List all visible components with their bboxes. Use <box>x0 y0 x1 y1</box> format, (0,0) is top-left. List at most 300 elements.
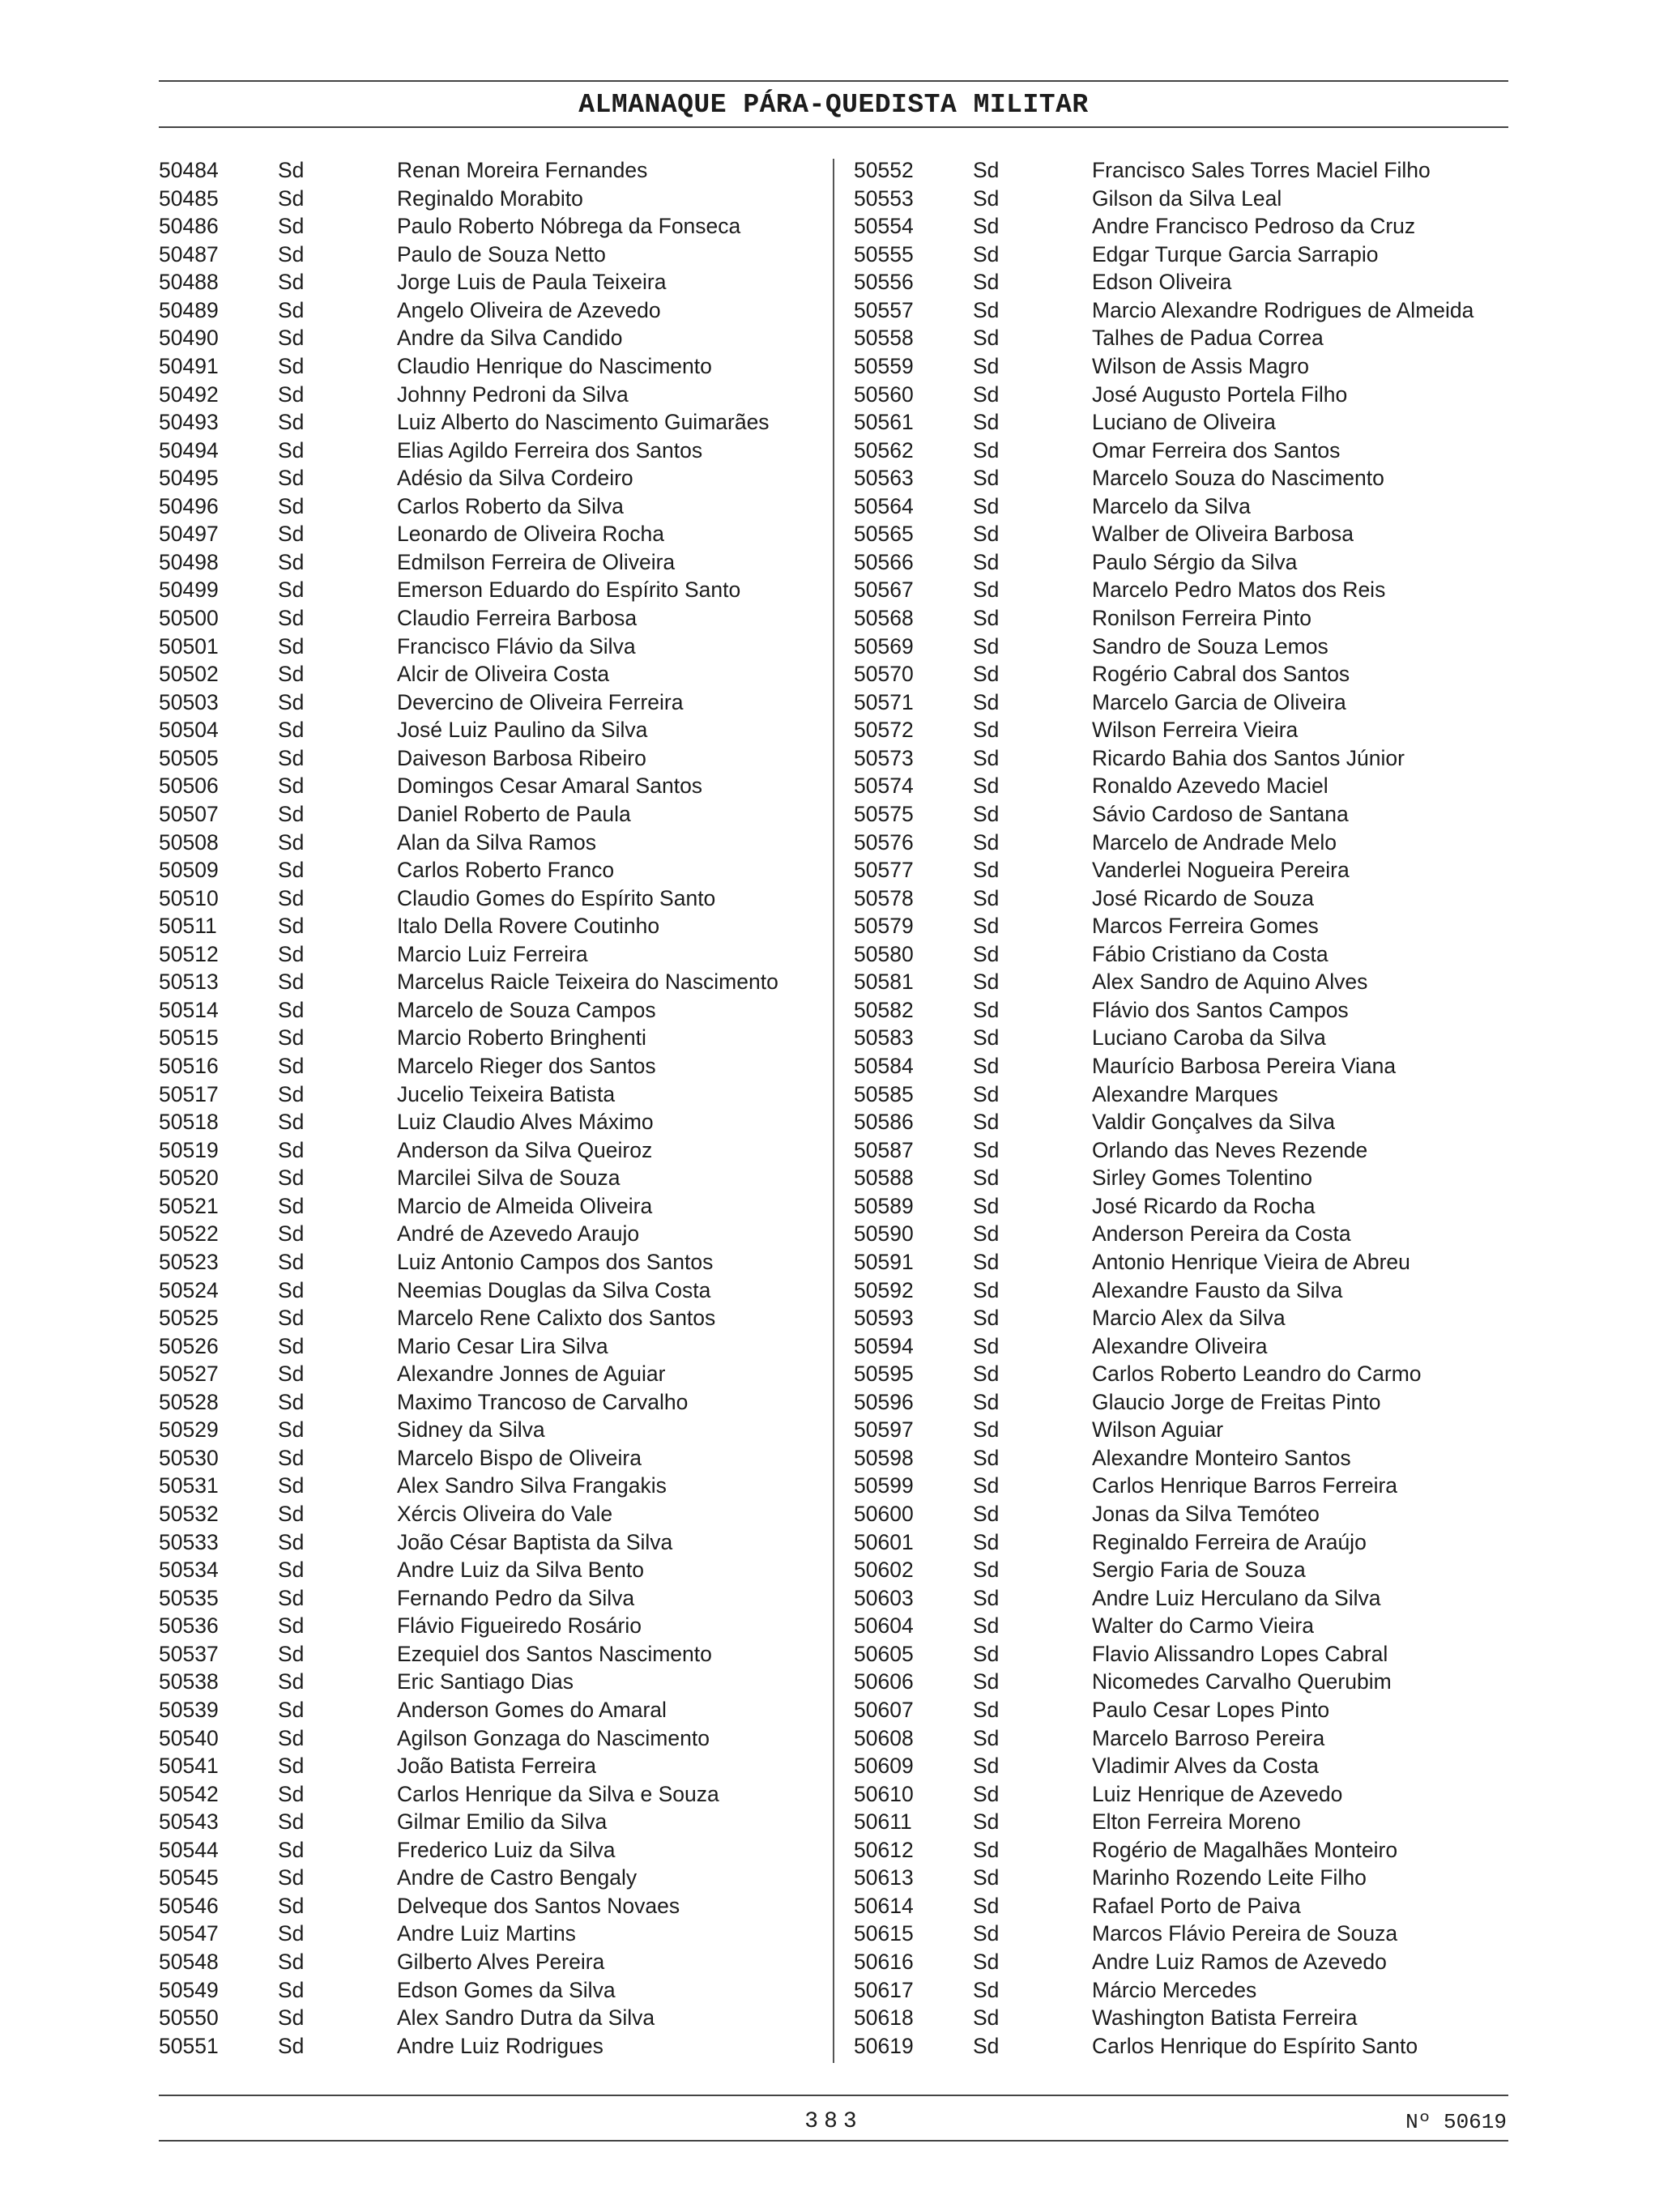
entry-number: 50602 <box>854 1558 914 1583</box>
entry-number: 50493 <box>159 410 219 435</box>
entry-name: Alexandre Fausto da Silva <box>1092 1277 1343 1302</box>
entry-name: Anderson Gomes do Amaral <box>397 1697 667 1722</box>
entry-number: 50485 <box>159 185 219 211</box>
entry-rank: Sd <box>278 914 305 939</box>
entry-number: 50591 <box>854 1249 914 1274</box>
entry-name: Valdir Gonçalves da Silva <box>1092 1110 1335 1135</box>
entry-name: José Ricardo de Souza <box>1092 885 1314 910</box>
list-item <box>159 912 823 940</box>
list-item <box>854 1808 1518 1836</box>
entry-name: Alan da Silva Ramos <box>397 829 596 855</box>
entry-rank: Sd <box>278 1166 305 1191</box>
list-item <box>159 1556 823 1584</box>
entry-rank: Sd <box>278 997 305 1022</box>
entry-name: Marcelo Rene Calixto dos Santos <box>397 1306 716 1331</box>
list-item <box>159 1388 823 1417</box>
entry-number: 50565 <box>854 522 914 547</box>
entry-number: 50605 <box>854 1641 914 1666</box>
entry-name: Andre da Silva Candido <box>397 326 623 351</box>
list-item <box>854 1248 1518 1276</box>
entry-name: Luciano Caroba da Silva <box>1092 1025 1326 1051</box>
entry-number: 50504 <box>159 718 219 743</box>
entry-rank: Sd <box>973 578 1000 603</box>
entry-name: Washington Batista Ferreira <box>1092 2005 1358 2031</box>
list-item <box>159 156 823 185</box>
list-item <box>159 1668 823 1696</box>
entry-name: Marcilei Silva de Souza <box>397 1166 621 1191</box>
entry-name: Domingos Cesar Amaral Santos <box>397 774 703 799</box>
entry-rank: Sd <box>973 1865 1000 1890</box>
entry-name: Johnny Pedroni da Silva <box>397 381 629 407</box>
entry-name: Marcelus Raicle Teixeira do Nascimento <box>397 970 778 995</box>
entry-rank: Sd <box>973 801 1000 826</box>
entry-number: 50601 <box>854 1529 914 1554</box>
entry-number: 50555 <box>854 241 914 266</box>
entry-number: 50529 <box>159 1417 219 1443</box>
entry-rank: Sd <box>973 633 1000 658</box>
entry-rank: Sd <box>973 1137 1000 1162</box>
entry-number: 50522 <box>159 1221 219 1247</box>
list-item <box>159 1584 823 1613</box>
entry-number: 50588 <box>854 1166 914 1191</box>
entry-rank: Sd <box>278 1137 305 1162</box>
list-item <box>854 212 1518 241</box>
entry-number: 50523 <box>159 1249 219 1274</box>
list-item <box>854 520 1518 548</box>
list-item <box>159 1416 823 1444</box>
list-item <box>159 1612 823 1640</box>
header-bottom-rule <box>159 126 1508 128</box>
entry-rank: Sd <box>278 858 305 883</box>
entry-number: 50603 <box>854 1585 914 1610</box>
entry-number: 50556 <box>854 270 914 295</box>
list-item <box>854 1332 1518 1361</box>
entry-rank: Sd <box>278 774 305 799</box>
entry-name: Alexandre Monteiro Santos <box>1092 1445 1351 1470</box>
entry-name: Wilson de Assis Magro <box>1092 353 1310 378</box>
list-item <box>159 1836 823 1865</box>
entry-number: 50592 <box>854 1277 914 1302</box>
entry-number: 50484 <box>159 158 219 182</box>
entry-name: Ronaldo Azevedo Maciel <box>1092 774 1328 799</box>
entry-number: 50606 <box>854 1669 914 1694</box>
entry-name: Andre Luiz Ramos de Azevedo <box>1092 1950 1387 1974</box>
entry-number: 50567 <box>854 578 914 603</box>
entry-name: Flávio dos Santos Campos <box>1092 997 1349 1022</box>
entry-number: 50500 <box>159 606 219 630</box>
list-item <box>159 633 823 661</box>
entry-number: 50535 <box>159 1585 219 1610</box>
list-item <box>854 408 1518 437</box>
entry-name: Rogério Cabral dos Santos <box>1092 662 1350 687</box>
list-item <box>159 1304 823 1332</box>
entry-rank: Sd <box>278 1025 305 1051</box>
entry-number: 50594 <box>854 1333 914 1358</box>
entry-rank: Sd <box>278 1950 305 1974</box>
entry-number: 50531 <box>159 1473 219 1498</box>
entry-number: 50513 <box>159 970 219 995</box>
list-item <box>854 856 1518 884</box>
entry-number: 50554 <box>854 214 914 239</box>
entry-rank: Sd <box>278 578 305 603</box>
entry-number: 50573 <box>854 745 914 770</box>
list-item <box>159 1724 823 1753</box>
entry-number: 50538 <box>159 1669 219 1694</box>
column-divider <box>833 159 834 2063</box>
entry-rank: Sd <box>278 1585 305 1610</box>
entry-rank: Sd <box>973 1166 1000 1191</box>
list-item <box>159 940 823 969</box>
entry-name: Alexandre Marques <box>1092 1081 1278 1106</box>
entry-name: Anderson da Silva Queiroz <box>397 1137 653 1162</box>
entry-rank: Sd <box>278 1865 305 1890</box>
entry-rank: Sd <box>973 353 1000 378</box>
list-item <box>854 156 1518 185</box>
entry-rank: Sd <box>973 914 1000 939</box>
list-item <box>159 1500 823 1528</box>
entry-name: Carlos Henrique da Silva e Souza <box>397 1781 719 1806</box>
entry-rank: Sd <box>973 1725 1000 1750</box>
list-item <box>854 1976 1518 2005</box>
entry-rank: Sd <box>278 1249 305 1274</box>
entry-rank: Sd <box>278 1333 305 1358</box>
entry-rank: Sd <box>973 1697 1000 1722</box>
entry-rank: Sd <box>278 185 305 211</box>
list-item <box>159 1248 823 1276</box>
entry-number: 50609 <box>854 1754 914 1779</box>
entry-name: Sidney da Silva <box>397 1417 545 1443</box>
entry-rank: Sd <box>278 1473 305 1498</box>
list-item <box>159 1276 823 1305</box>
list-item <box>159 996 823 1025</box>
entry-rank: Sd <box>278 941 305 966</box>
entry-number: 50617 <box>854 1977 914 2002</box>
list-item <box>854 1024 1518 1052</box>
entry-name: Fernando Pedro da Silva <box>397 1585 635 1610</box>
entry-number: 50568 <box>854 606 914 630</box>
entry-number: 50610 <box>854 1781 914 1806</box>
entry-number: 50516 <box>159 1054 219 1078</box>
footer-bottom-rule <box>159 2140 1508 2142</box>
list-item <box>854 1192 1518 1221</box>
list-item <box>159 576 823 604</box>
entry-rank: Sd <box>973 241 1000 266</box>
list-item <box>159 548 823 577</box>
entry-number: 50491 <box>159 353 219 378</box>
entry-number: 50608 <box>854 1725 914 1750</box>
roster-column-left <box>159 156 823 2060</box>
list-item <box>159 352 823 381</box>
entry-rank: Sd <box>973 493 1000 518</box>
list-item <box>159 212 823 241</box>
entry-number: 50553 <box>854 185 914 211</box>
entry-name: Reginaldo Morabito <box>397 185 583 211</box>
entry-name: Gilmar Emilio da Silva <box>397 1809 608 1835</box>
list-item <box>854 1276 1518 1305</box>
list-item <box>854 1640 1518 1669</box>
entry-rank: Sd <box>973 1025 1000 1051</box>
entry-rank: Sd <box>973 2033 1000 2058</box>
entry-rank: Sd <box>973 829 1000 855</box>
list-item <box>159 1696 823 1724</box>
entry-number: 50503 <box>159 689 219 714</box>
list-item <box>159 884 823 913</box>
entry-number: 50497 <box>159 522 219 547</box>
entry-rank: Sd <box>278 1725 305 1750</box>
entry-rank: Sd <box>973 1977 1000 2002</box>
entry-name: José Luiz Paulino da Silva <box>397 718 648 743</box>
entry-name: Elton Ferreira Moreno <box>1092 1809 1301 1835</box>
entry-rank: Sd <box>278 1641 305 1666</box>
list-item <box>854 1108 1518 1136</box>
entry-rank: Sd <box>278 270 305 295</box>
entry-rank: Sd <box>278 1054 305 1078</box>
entry-number: 50597 <box>854 1417 914 1443</box>
entry-rank: Sd <box>973 745 1000 770</box>
list-item <box>159 437 823 465</box>
entry-name: Carlos Roberto Leandro do Carmo <box>1092 1362 1422 1387</box>
entry-rank: Sd <box>278 1277 305 1302</box>
list-item <box>854 1416 1518 1444</box>
entry-name: Marcio de Almeida Oliveira <box>397 1193 653 1218</box>
list-item <box>854 1864 1518 1892</box>
entry-name: Alexandre Jonnes de Aguiar <box>397 1362 666 1387</box>
entry-number: 50512 <box>159 941 219 966</box>
list-item <box>159 1752 823 1780</box>
list-item <box>159 2032 823 2061</box>
entry-rank: Sd <box>973 1193 1000 1218</box>
list-item <box>854 1920 1518 1948</box>
entry-name: Carlos Henrique do Espírito Santo <box>1092 2033 1418 2058</box>
list-item <box>159 520 823 548</box>
entry-name: Angelo Oliveira de Azevedo <box>397 297 661 322</box>
entry-number: 50508 <box>159 829 219 855</box>
entry-number: 50596 <box>854 1389 914 1414</box>
entry-number: 50541 <box>159 1754 219 1779</box>
entry-name: Sergio Faria de Souza <box>1092 1558 1306 1583</box>
entry-rank: Sd <box>973 1613 1000 1639</box>
entry-name: Wilson Ferreira Vieira <box>1092 718 1299 743</box>
entry-rank: Sd <box>973 689 1000 714</box>
entry-name: Alcir de Oliveira Costa <box>397 662 610 687</box>
entry-number: 50506 <box>159 774 219 799</box>
entry-name: Italo Della Rovere Coutinho <box>397 914 660 939</box>
list-item <box>854 1668 1518 1696</box>
page-title: ALMANAQUE PÁRA-QUEDISTA MILITAR <box>578 90 1089 120</box>
entry-name: Edson Gomes da Silva <box>397 1977 616 2002</box>
entry-number: 50494 <box>159 437 219 462</box>
entry-name: Marcelo Souza do Nascimento <box>1092 466 1384 491</box>
entry-number: 50583 <box>854 1025 914 1051</box>
entry-name: Elias Agildo Ferreira dos Santos <box>397 437 703 462</box>
entry-rank: Sd <box>973 1110 1000 1135</box>
entry-number: 50510 <box>159 885 219 910</box>
list-item <box>159 856 823 884</box>
entry-number: 50502 <box>159 662 219 687</box>
entry-rank: Sd <box>278 1110 305 1135</box>
entry-rank: Sd <box>973 1950 1000 1974</box>
entry-rank: Sd <box>278 1362 305 1387</box>
entry-rank: Sd <box>278 970 305 995</box>
list-item <box>159 1164 823 1192</box>
entry-rank: Sd <box>973 1529 1000 1554</box>
entry-rank: Sd <box>973 1781 1000 1806</box>
entry-rank: Sd <box>973 549 1000 574</box>
list-item <box>159 968 823 996</box>
list-item <box>854 940 1518 969</box>
entry-rank: Sd <box>278 1417 305 1443</box>
list-item <box>159 241 823 269</box>
entry-number: 50571 <box>854 689 914 714</box>
list-item <box>159 604 823 633</box>
entry-name: Edson Oliveira <box>1092 270 1232 295</box>
entry-number: 50490 <box>159 326 219 351</box>
entry-number: 50515 <box>159 1025 219 1051</box>
list-item <box>854 633 1518 661</box>
entry-name: Leonardo de Oliveira Rocha <box>397 522 664 547</box>
list-item <box>854 604 1518 633</box>
entry-name: Marcio Luiz Ferreira <box>397 941 588 966</box>
list-item <box>854 1220 1518 1248</box>
entry-number: 50576 <box>854 829 914 855</box>
entry-name: Luiz Alberto do Nascimento Guimarães <box>397 410 770 435</box>
entry-rank: Sd <box>973 606 1000 630</box>
entry-number: 50544 <box>159 1837 219 1862</box>
list-item <box>854 884 1518 913</box>
entry-name: Marinho Rozendo Leite Filho <box>1092 1865 1367 1890</box>
entry-rank: Sd <box>278 466 305 491</box>
list-item <box>854 1780 1518 1809</box>
list-item <box>854 296 1518 325</box>
entry-name: Glaucio Jorge de Freitas Pinto <box>1092 1389 1381 1414</box>
entry-number: 50549 <box>159 1977 219 2002</box>
list-item <box>854 800 1518 829</box>
list-item <box>854 324 1518 352</box>
entry-name: Sirley Gomes Tolentino <box>1092 1166 1313 1191</box>
entry-name: Wilson Aguiar <box>1092 1417 1224 1443</box>
list-item <box>159 1472 823 1500</box>
entry-name: Carlos Roberto Franco <box>397 858 615 883</box>
list-item <box>159 660 823 688</box>
list-item <box>159 1052 823 1080</box>
list-item <box>854 1388 1518 1417</box>
entry-rank: Sd <box>278 297 305 322</box>
entry-number: 50537 <box>159 1641 219 1666</box>
entry-rank: Sd <box>278 1837 305 1862</box>
entry-number: 50561 <box>854 410 914 435</box>
entry-number: 50492 <box>159 381 219 407</box>
entry-name: João Batista Ferreira <box>397 1754 596 1779</box>
list-item <box>854 241 1518 269</box>
entry-number: 50595 <box>854 1362 914 1387</box>
entry-number: 50581 <box>854 970 914 995</box>
entry-rank: Sd <box>278 158 305 182</box>
list-item <box>159 1864 823 1892</box>
list-item <box>854 1724 1518 1753</box>
entry-name: Marcelo de Souza Campos <box>397 997 656 1022</box>
entry-name: Sávio Cardoso de Santana <box>1092 801 1349 826</box>
entry-name: Maximo Trancoso de Carvalho <box>397 1389 689 1414</box>
entry-rank: Sd <box>973 1502 1000 1526</box>
list-item <box>159 744 823 773</box>
entry-name: Adésio da Silva Cordeiro <box>397 466 633 491</box>
entry-name: Emerson Eduardo do Espírito Santo <box>397 578 741 603</box>
entry-rank: Sd <box>973 1809 1000 1835</box>
entry-rank: Sd <box>278 1893 305 1918</box>
entry-rank: Sd <box>973 1249 1000 1274</box>
list-item <box>159 1528 823 1557</box>
entry-rank: Sd <box>278 437 305 462</box>
list-item <box>854 1360 1518 1388</box>
entry-number: 50527 <box>159 1362 219 1387</box>
entry-number: 50580 <box>854 941 914 966</box>
entry-name: Marcelo Garcia de Oliveira <box>1092 689 1346 714</box>
entry-number: 50495 <box>159 466 219 491</box>
entry-name: Luiz Henrique de Azevedo <box>1092 1781 1343 1806</box>
list-item <box>159 1640 823 1669</box>
entry-number: 50599 <box>854 1473 914 1498</box>
entry-name: Anderson Pereira da Costa <box>1092 1221 1351 1247</box>
entry-name: Flavio Alissandro Lopes Cabral <box>1092 1641 1388 1666</box>
entry-name: Rafael Porto de Paiva <box>1092 1893 1301 1918</box>
entry-number: 50563 <box>854 466 914 491</box>
entry-rank: Sd <box>278 381 305 407</box>
list-item <box>159 1920 823 1948</box>
entry-name: José Ricardo da Rocha <box>1092 1193 1316 1218</box>
entry-rank: Sd <box>973 1081 1000 1106</box>
entry-number: 50562 <box>854 437 914 462</box>
entry-number: 50570 <box>854 662 914 687</box>
entry-number: 50577 <box>854 858 914 883</box>
entry-name: Andre de Castro Bengaly <box>397 1865 638 1890</box>
entry-rank: Sd <box>973 1221 1000 1247</box>
entry-rank: Sd <box>973 466 1000 491</box>
entry-number: 50499 <box>159 578 219 603</box>
list-item <box>854 1556 1518 1584</box>
entry-number: 50498 <box>159 549 219 574</box>
entry-rank: Sd <box>278 326 305 351</box>
entry-rank: Sd <box>973 997 1000 1022</box>
entry-rank: Sd <box>973 1837 1000 1862</box>
entry-rank: Sd <box>973 941 1000 966</box>
entry-number: 50560 <box>854 381 914 407</box>
list-item <box>854 464 1518 492</box>
footer-top-rule <box>159 2095 1508 2096</box>
list-item <box>854 1472 1518 1500</box>
entry-name: Marcelo Rieger dos Santos <box>397 1054 656 1078</box>
entry-number: 50607 <box>854 1697 914 1722</box>
entry-rank: Sd <box>278 1193 305 1218</box>
list-item <box>854 1612 1518 1640</box>
list-item <box>854 1948 1518 1976</box>
entry-number: 50564 <box>854 493 914 518</box>
entry-number: 50501 <box>159 633 219 658</box>
list-item <box>854 996 1518 1025</box>
entry-number: 50548 <box>159 1950 219 1974</box>
last-entry-number: Nº 50619 <box>1405 2110 1507 2134</box>
list-item <box>159 296 823 325</box>
entry-name: Orlando das Neves Rezende <box>1092 1137 1368 1162</box>
list-item <box>159 1136 823 1165</box>
entry-number: 50528 <box>159 1389 219 1414</box>
entry-number: 50505 <box>159 745 219 770</box>
entry-rank: Sd <box>973 1306 1000 1331</box>
entry-name: Rogério de Magalhães Monteiro <box>1092 1837 1398 1862</box>
entry-rank: Sd <box>278 829 305 855</box>
list-item <box>854 548 1518 577</box>
entry-name: Antonio Henrique Vieira de Abreu <box>1092 1249 1410 1274</box>
entry-number: 50507 <box>159 801 219 826</box>
